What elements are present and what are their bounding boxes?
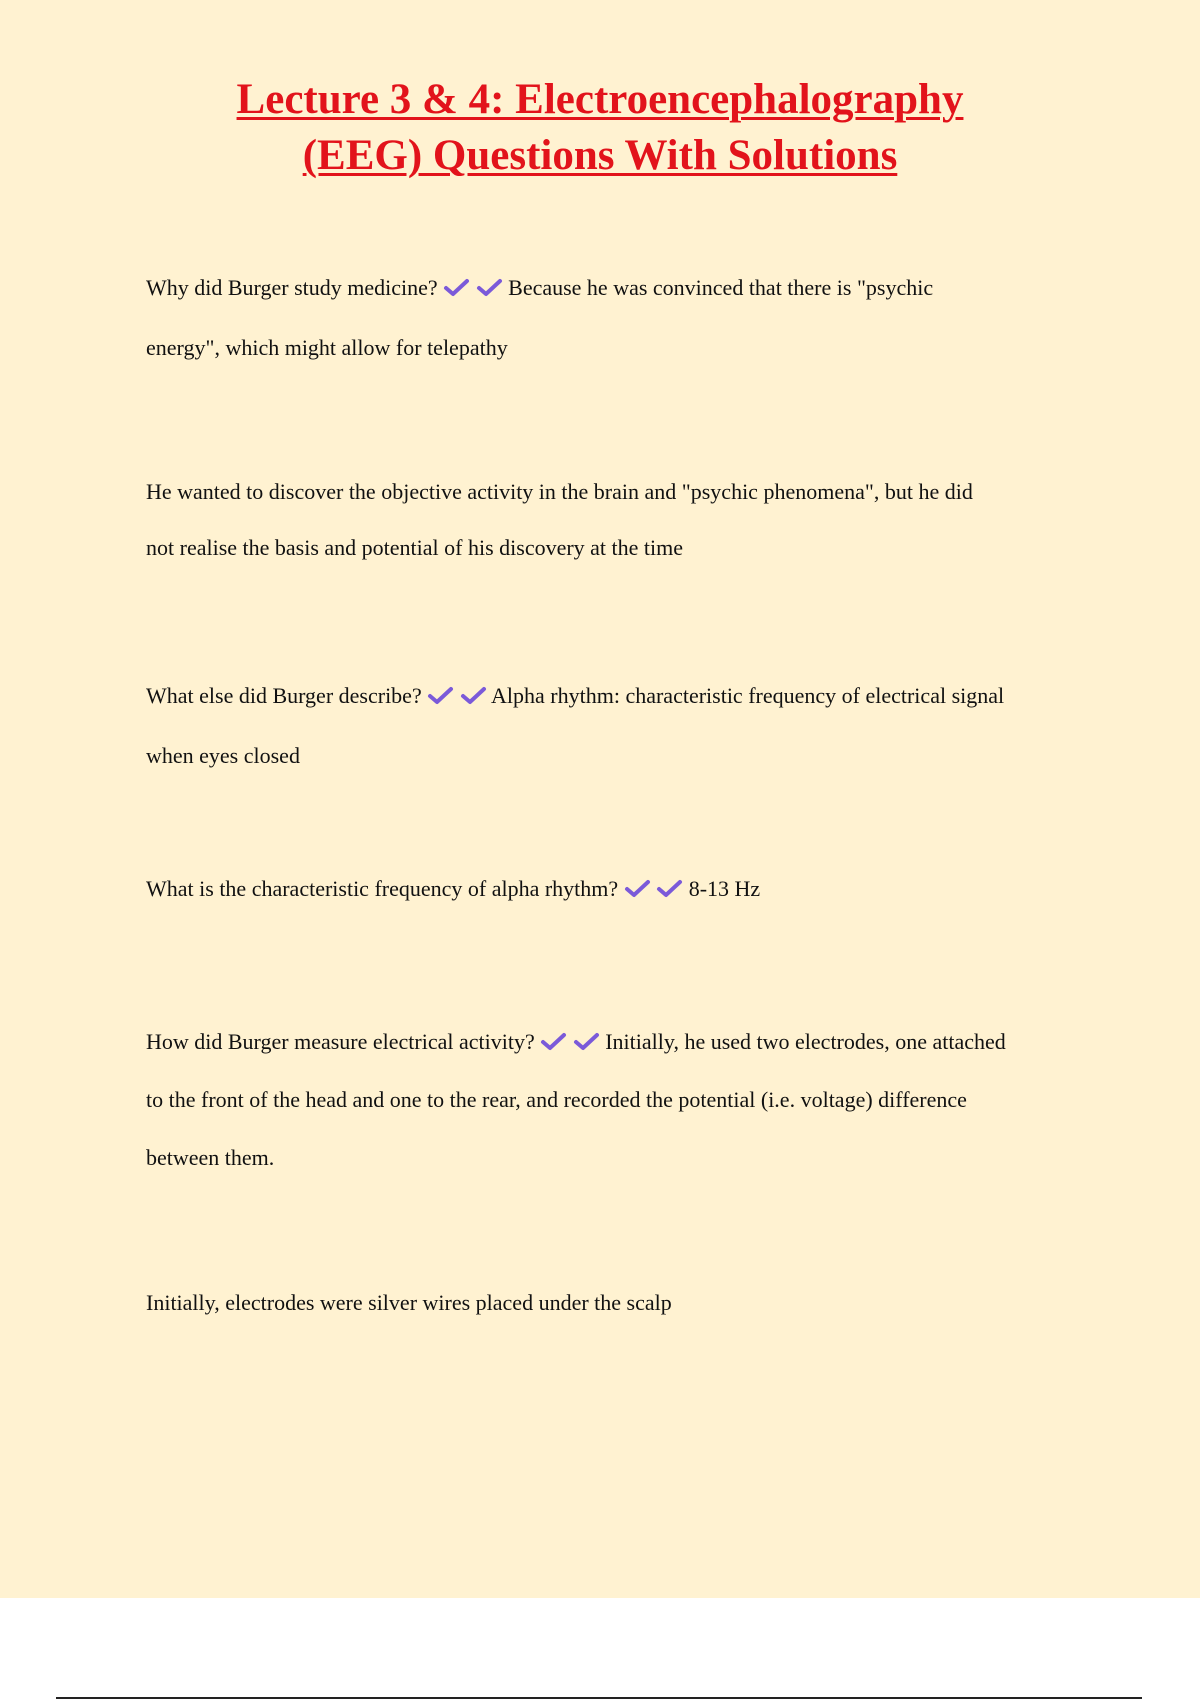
qa-item-3 <box>146 874 1096 904</box>
note-line-1: He wanted to discover the objective activity in the brain and "psychic phenomena", but he did <box>146 479 973 504</box>
qa-item-1-line-1 <box>146 258 1096 318</box>
answer-text: Initially, he used two electrodes, one attached <box>605 1029 1006 1054</box>
qa-item-2-line-1 <box>146 666 1096 726</box>
title-line-1: Lecture 3 & 4: Electroencephalography <box>236 76 964 123</box>
note-line-1: Initially, electrodes were silver wires placed under the scalp <box>146 1290 672 1315</box>
answer-text-continued: to the front of the head and one to the rear, and recorded the potential (i.e. voltage) difference <box>146 1087 967 1112</box>
check-mark-icon <box>460 686 487 706</box>
qa-item-3-line-1 <box>146 874 1096 904</box>
answer-text: Because he was convinced that there is "psychic <box>508 275 934 300</box>
answer-text: Alpha rhythm: characteristic frequency of electrical signal <box>491 683 1005 708</box>
note-item-1 <box>146 464 1096 576</box>
check-mark-icon <box>476 278 503 298</box>
qa-item-4 <box>146 1013 1096 1187</box>
qa-item-2 <box>146 666 1096 786</box>
check-mark-icon <box>573 1032 600 1052</box>
document-title <box>100 72 1100 184</box>
question-text: What is the characteristic frequency of alpha rhythm? <box>146 876 619 901</box>
answer-text-continued: between them. <box>146 1145 275 1170</box>
answer-text: 8-13 Hz <box>688 876 761 901</box>
title-line-2: (EEG) Questions With Solutions <box>302 132 898 179</box>
check-mark-icon <box>656 879 683 899</box>
note-line-2: not realise the basis and potential of his discovery at the time <box>146 535 684 560</box>
qa-item-4-line-1 <box>146 1013 1096 1071</box>
check-mark-icon <box>540 1032 567 1052</box>
answer-text-continued: when eyes closed <box>146 743 300 768</box>
question-text: How did Burger measure electrical activity? <box>146 1029 535 1054</box>
answer-text-continued: energy", which might allow for telepathy <box>146 335 508 360</box>
note-item-2 <box>146 1288 1096 1318</box>
qa-item-1 <box>146 258 1096 378</box>
question-text: What else did Burger describe? <box>146 683 422 708</box>
footer-divider <box>56 1697 1142 1699</box>
question-text: Why did Burger study medicine? <box>146 275 438 300</box>
check-mark-icon <box>443 278 470 298</box>
check-mark-icon <box>624 879 651 899</box>
check-mark-icon <box>427 686 454 706</box>
